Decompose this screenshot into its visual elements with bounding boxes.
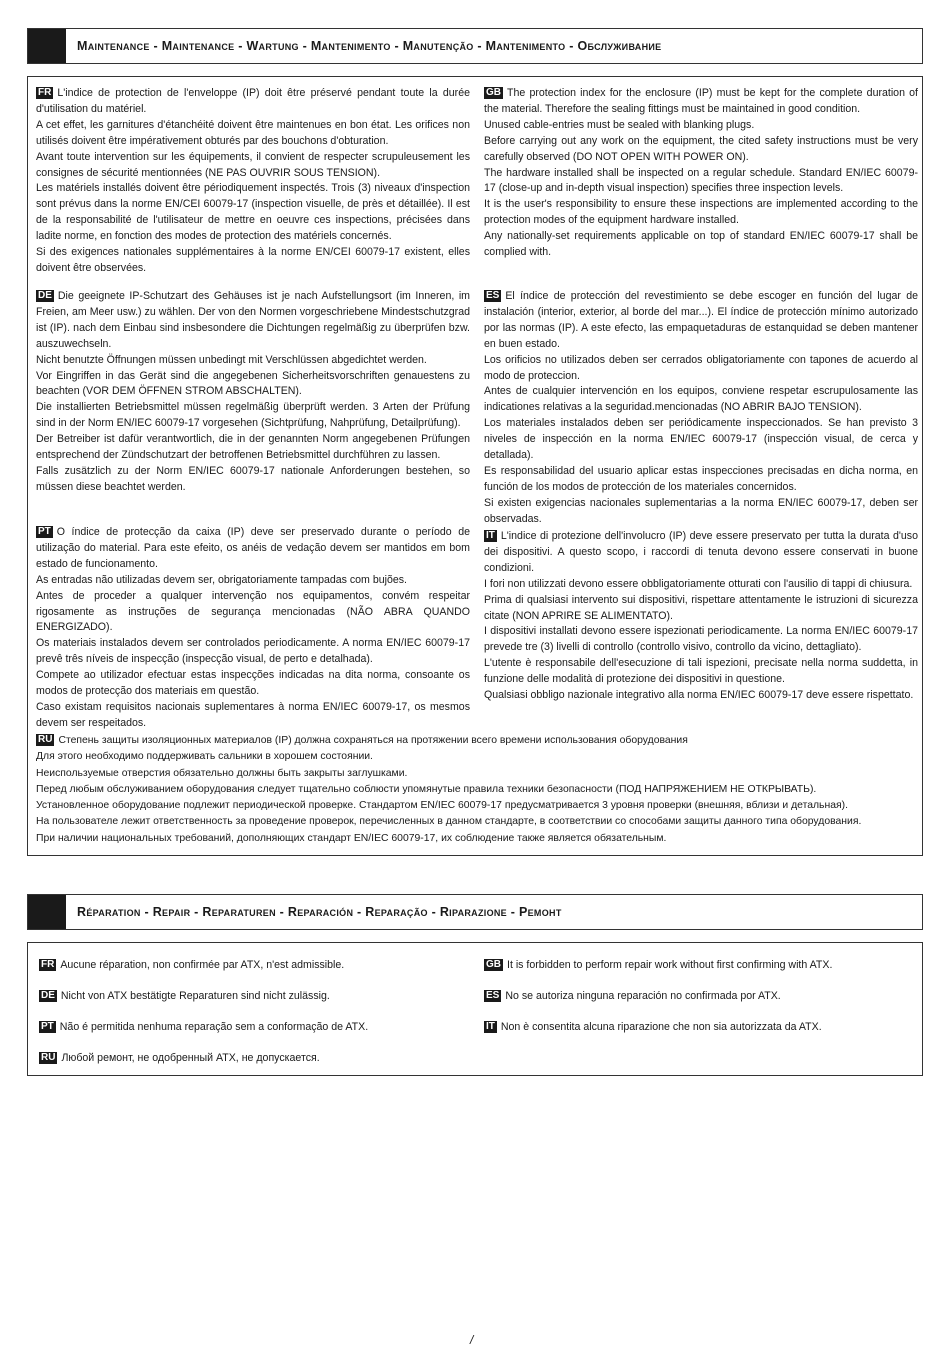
lang-tag-fr: FR	[41, 959, 55, 970]
maintenance-fr: FR L'indice de protection de l'enveloppe (IP) doit être préservé pendant toute la durée d'utilisation du matériel. A cet effet, les garnitures d'étanchéité doivent être maintenues en bon état. Les orifices non utilisés doivent être impérativement obturés par des bouchons d'obturation. Avant toute intervention sur les équipements, il convient de respecter scrupuleusement les consignes de sécurité mentionnées (NE PAS OUVRIR SOUS TENSION). Les matériels installés doivent être périodiquement inspectés. Trois (3) niveaux d'inspection sont prévus dans la norme EN/CEI 60079-17 (inspection visuelle, de près et détaillée). Il est de la responsabilité de l'utilisateur de mettre en oeuvre ces inspections, précisées dans ladite norme, en fonction des modes de protection des matériels concernés. Si des exigences nationales supplémentaires à la norme EN/CEI 60079-17 existent, elles doivent être observées.	[36, 87, 470, 274]
lang-tag-fr: FR	[38, 87, 52, 98]
lang-tag-es: ES	[486, 990, 500, 1001]
lang-tag-pt: PT	[41, 1021, 54, 1032]
lang-tag-de: DE	[38, 290, 52, 301]
lang-tag-pt: PT	[38, 526, 51, 537]
repair-fr: FR Aucune réparation, non confirmée par ATX, n'est admissible.	[41, 959, 345, 971]
maintenance-header	[27, 28, 923, 64]
maintenance-pt: PT O índice de protecção da caixa (IP) deve ser preservado durante o período de utilização do material. Para este efeito, os anéis de vedação devem ser mantidos em bom estado de funcionamento. As entradas não utilizadas devem ser, obrigatoriamente tampadas com bujões. Antes de proceder a qualquer intervenção nos equipamentos, convém respeitar rigosamente as instruções de segurança mencionadas (NÃO ABRA QUANDO ENERGIZADO). Os materiais instalados devem ser controlados periodicamente. A norma EN/IEC 60079-17 prevê três níveis de inspecção (inspecção visual, de perto e detalhada). Compete ao utilizador efectuar estas inspecções indicadas na dita norma, consoante os modos de protecção dos materiais em questão. Caso existam requisitos nacionais suplementares à norma EN/IEC 60079-17, os mesmos devem ser respeitados.	[36, 526, 470, 729]
lang-tag-ru: RU	[41, 1052, 56, 1063]
repair-gb: GB It is forbidden to perform repair work without first confirming with ATX.	[486, 959, 833, 971]
repair-de: DE Nicht von ATX bestätigte Reparaturen sind nicht zulässig.	[41, 990, 330, 1002]
repair-pt: PT Não é permitida nenhuma reparação sem a conformação de ATX.	[41, 1021, 369, 1033]
repair-header	[27, 894, 923, 930]
maintenance-title: Maintenance - Maintenance - Wartung - Mantenimento - Manutenção - Mantenimento - Обслуживание	[77, 39, 662, 53]
repair-ru: RU Любой ремонт, не одобренный ATX, не допускается.	[41, 1052, 320, 1064]
maintenance-it: IT L'indice di protezione dell'involucro (IP) deve essere preservato per tutta la durata d'uso dei dispositivi. A questo scopo, i raccordi di tenuta devono essere conservati in buone condizioni. I fori non utilizzati devono essere obbligatoriamente otturati con l'ausilio di tappi di chiusura. Prima di qualsiasi intervento sui dispositivi, rispettare attentamente le istruzioni di sicurezza citate (NON APRIRE SE ALIMENTATO). I dispositivi installati devono essere ispezionati periodicamente. La norma EN/IEC 60079-17 prevede tre (3) livelli di controllo (controllo visivo, controllo da vicino, dettagliato). L'utente è responsabile dell'esecuzione di tali ispezioni, precisate nella norma suddetta, in funzione delle modalità di protezione dei dispositivi in questione. Qualsiasi obbligo nazionale integrativo alla norma EN/IEC 60079-17 deve essere rispettato.	[484, 530, 918, 702]
lang-tag-gb: GB	[486, 87, 501, 98]
lang-tag-it: IT	[486, 530, 495, 541]
maintenance-ru: RU Степень защиты изоляционных материалов (IP) должна сохраняться на протяжении всего времени использования оборудования Для этого необходимо поддерживать сальники в хорошем состоянии. Неиспользуемые отверстия обязательно должны быть закрыты заглушками. Перед любым обслуживанием оборудования следует тщательно соблюсти упомянутые правила техники безопасности (ПОД НАПРЯЖЕНИЕМ НЕ ОТКРЫВАТЬ). Установленное оборудование подлежит периодической проверке. Стандартом EN/IEC 60079-17 предусматривается 3 уровня проверки (внешняя, вблизи и детальная). На пользователе лежит ответственность за проведение проверок, перечисленных в данном стандарте, в соответствии со способами защиты данного типа оборудования. При наличии национальных требований, дополняющих стандарт EN/IEC 60079-17, их соблюдение также является обязательным.	[36, 734, 862, 844]
maintenance-gb: GB The protection index for the enclosure (IP) must be kept for the complete duration of the material. Therefore the sealing fittings must be maintained in good condition. Unused cable-entries must be sealed with blanking plugs. Before carrying out any work on the equipment, the cited safety instructions must be very carefully observed (DO NOT OPEN WITH POWER ON). The hardware installed shall be inspected on a regular schedule. Standard EN/IEC 60079-17 (close-up and in-depth visual inspection) specifies three inspection levels. It is the user's responsibility to ensure these inspections are implemented according to the protection modes of the equipment hardware installed. Any nationally-set requirements applicable on top of standard EN/IEC 60079-17 shall be complied with.	[484, 87, 918, 259]
page-mark: /	[470, 1333, 474, 1347]
header-square	[28, 29, 66, 63]
lang-tag-gb: GB	[486, 959, 501, 970]
lang-tag-it: IT	[486, 1021, 495, 1032]
repair-es: ES No se autoriza ninguna reparación no confirmada por ATX.	[486, 990, 781, 1002]
lang-tag-de: DE	[41, 990, 55, 1001]
header-square	[28, 895, 66, 929]
repair-title: Réparation - Repair - Reparaturen - Reparación - Reparação - Riparazione - Pemoht	[77, 905, 562, 919]
maintenance-es: ES El índice de protección del revestimiento se debe escoger en función del lugar de instalación (interior, exterior, al borde del mar...). El índice de protección mínimo autorizado por las normas (IP). A este efecto, las empaquetaduras de estanquidad se deben mantener en buen estado. Los orificios no utilizados deben ser cerrados obligatoriamente con tapones de acuerdo al modo de proteccion. Antes de cualquier intervención en los equipos, conviene respetar escrupulosamente las indicationes relativas a la seguridad.mencionadas (NO ABRIR BAJO TENSION). Los materiales instalados deben ser periódicamente inspeccionados. Se han previsto 3 niveles de inspección en la norma EN/IEC 60079-17 (inspección visual, de cerca y detallada). Es responsabilidad del usuario aplicar estas inspecciones precisadas en dicha norma, en función de los modos de protección de los materiales concernidos. Si existen exigencias nacionales suplementarias a la norma EN/IEC 60079-17, deben ser observadas.	[484, 290, 918, 525]
lang-tag-es: ES	[486, 290, 500, 301]
repair-it: IT Non è consentita alcuna riparazione che non sia autorizzata da ATX.	[486, 1021, 822, 1033]
maintenance-de: DE Die geeignete IP-Schutzart des Gehäuses ist je nach Aufstellungsort (im Inneren, im Freien, am Meer usw.) zu wählen. Der von den Normen vorgeschriebene Mindestschutzgrad ist (IP). nach dem Einbau sind insbesondere die Dichtungen regelmäßig zu überprüfen bzw. auszuwechseln. Nicht benutzte Öffnungen müssen unbedingt mit Verschlüssen abgedichtet werden. Vor Eingriffen in das Gerät sind die angegebenen Sicherheitsvorschriften genauestens zu beachten (VOR DEM ÖFFNEN STROM ABSCHALTEN). Die installierten Betriebsmittel müssen regelmäßig überprüft werden. 3 Arten der Prüfung sind in der Norm EN/IEC 60079-17 vorgesehen (Sichtprüfung, Nahprüfung, Detailprüfung). Der Betreiber ist dafür verantwortlich, die in der genannten Norm angegebenen Prüfungen entsprechend der Zündschutzart der betroffenen Betriebsmittel durchführen zu lassen. Falls zusätzlich zu der Norm EN/IEC 60079-17 nationale Anforderungen bestehen, so müssen diese beachtet werden.	[36, 290, 470, 493]
lang-tag-ru: RU	[38, 734, 53, 745]
